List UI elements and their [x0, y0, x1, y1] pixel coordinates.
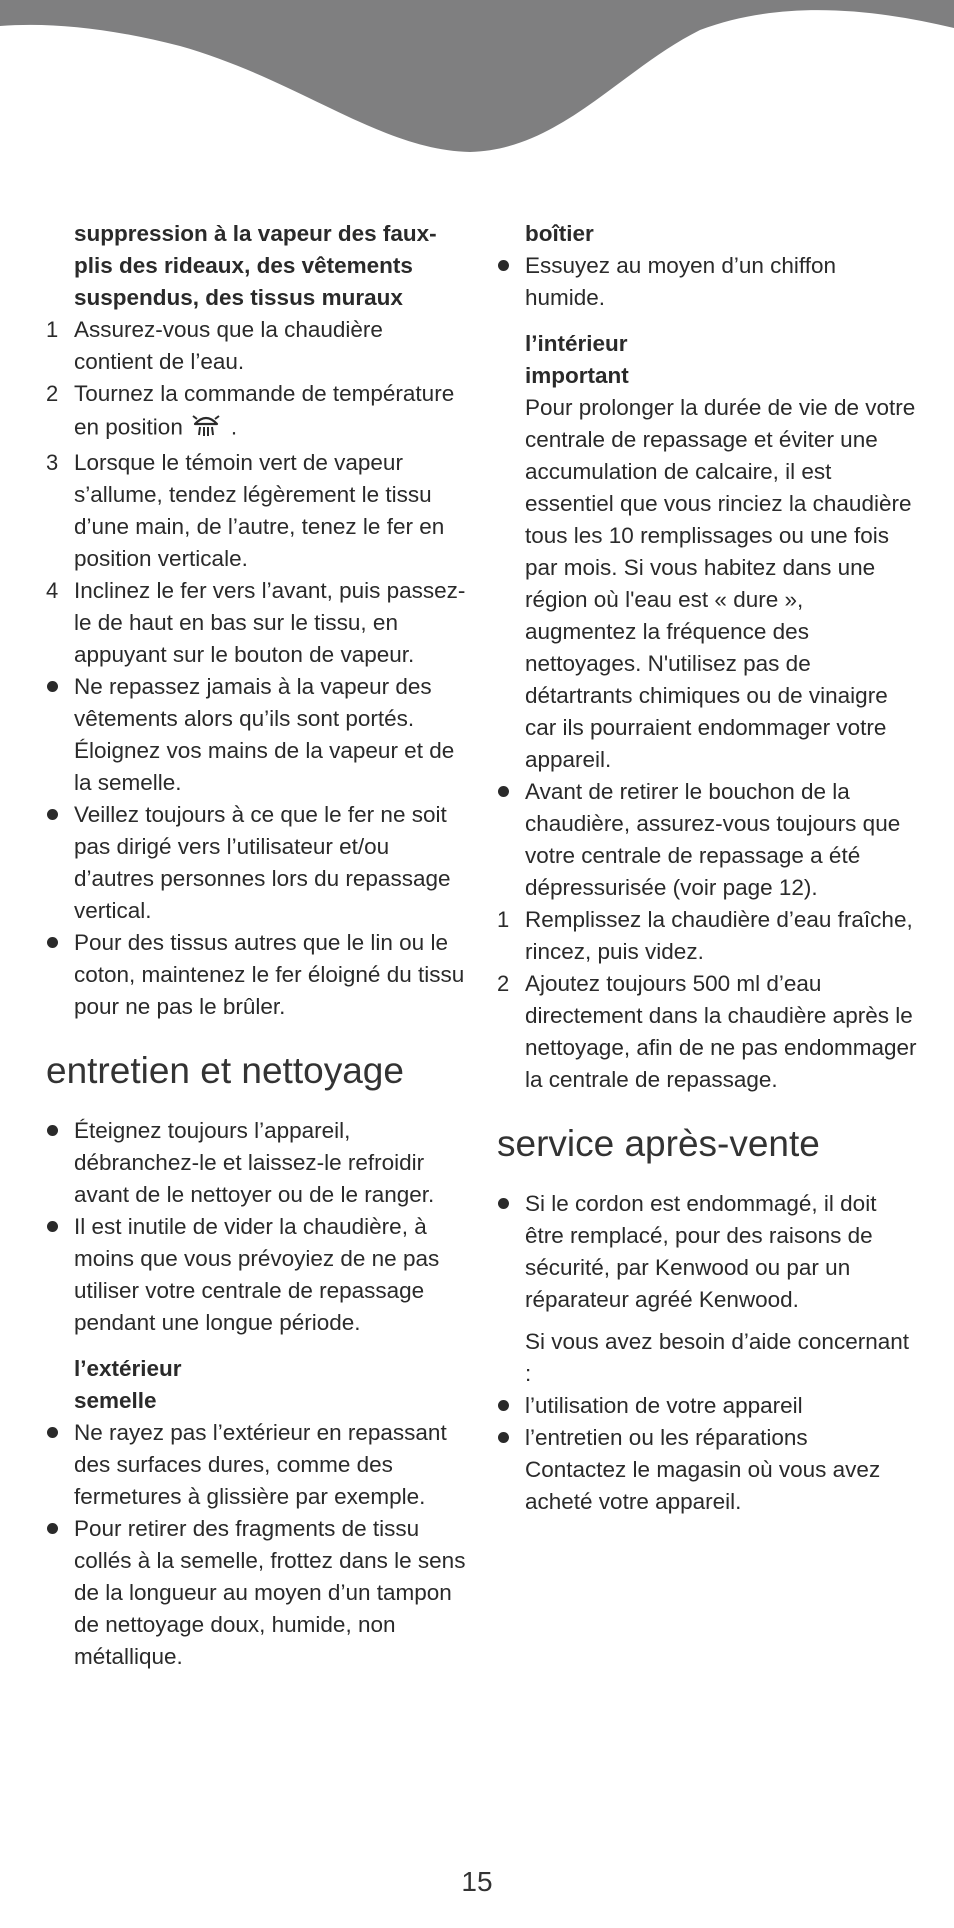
bullet-item	[497, 1390, 917, 1422]
bullet-item	[46, 1417, 466, 1513]
bullet-text: Pour retirer des fragments de tissu collés à la semelle, frottez dans le sens de la longueur au moyen d’un tampon de nettoyage doux, humide, non métallique.	[74, 1516, 466, 1669]
bullet-item	[497, 1188, 917, 1316]
page-number: 15	[461, 1866, 493, 1897]
bullet-icon	[497, 776, 519, 808]
step-number: 2	[46, 381, 59, 406]
step-number: 1	[497, 907, 510, 932]
important-paragraph: Pour prolonger la durée de vie de votre centrale de repassage et éviter une accumulation de calcaire, il est essentiel que vous rinciez la chaudière tous les 10 remplissages ou une fois par mois. Si vous habitez dans une région où l'eau est « dure », augmentez la fréquence des nettoyages. N'utilisez pas de détartrants chimiques ou de vinaigre car ils pourraient endommager votre appareil.	[525, 395, 916, 772]
step-text-end: .	[230, 414, 238, 440]
bullet-text: Ne rayez pas l’extérieur en repassant des surfaces dures, comme des fermetures à glissière par exemple.	[74, 1420, 447, 1509]
step-item	[497, 968, 917, 1096]
section-title-service: service après-vente	[497, 1123, 820, 1164]
bullet-text: Avant de retirer le bouchon de la chaudière, assurez-vous toujours que votre centrale de repassage a été dépressurisée (voir page 12).	[525, 779, 901, 900]
right-column	[497, 218, 917, 1518]
bullet-text: Il est inutile de vider la chaudière, à moins que vous prévoyiez de ne pas utiliser votre centrale de repassage pendant une longue période.	[74, 1214, 440, 1335]
step-number: 4	[46, 578, 59, 603]
interior-heading: l’intérieur	[525, 331, 628, 356]
bullet-item	[46, 799, 466, 927]
bullet-item	[46, 1115, 466, 1211]
bullet-text: Pour des tissus autres que le lin ou le coton, maintenez le fer éloigné du tissu pour ne pas le brûler.	[74, 930, 465, 1019]
bullet-icon	[497, 1422, 519, 1454]
help-paragraph: Si vous avez besoin d’aide concernant :	[525, 1329, 909, 1386]
bullet-icon	[46, 1513, 68, 1545]
bullet-text: Éteignez toujours l’appareil, débranchez-le et laissez-le refroidir avant de le nettoyer ou de le ranger.	[74, 1118, 435, 1207]
bullet-icon	[46, 799, 68, 831]
bullet-icon	[497, 1390, 519, 1422]
step-item	[46, 314, 466, 378]
bullet-icon	[46, 671, 68, 703]
step-number: 3	[46, 450, 59, 475]
bullet-text: Si le cordon est endommagé, il doit être remplacé, pour des raisons de sécurité, par Kenwood ou par un réparateur agréé Kenwood.	[525, 1191, 877, 1312]
step-number: 2	[497, 971, 510, 996]
bullet-item	[46, 1211, 466, 1339]
step-item	[46, 575, 466, 671]
step-item	[46, 447, 466, 575]
vertical-steam-heading: suppression à la vapeur des faux-plis des rideaux, des vêtements suspendus, des tissus muraux	[74, 221, 437, 310]
bullet-text: Essuyez au moyen d’un chiffon humide.	[525, 253, 837, 310]
bullet-icon	[46, 1115, 68, 1147]
step-text: Assurez-vous que la chaudière contient de l’eau.	[74, 317, 383, 374]
steam-burst-icon	[191, 410, 221, 447]
bullet-item	[46, 1513, 466, 1673]
bullet-item	[46, 927, 466, 1023]
bullet-item	[497, 250, 917, 314]
step-text: Lorsque le témoin vert de vapeur s’allume, tendez légèrement le tissu d’une main, de l’autre, tenez le fer en position verticale.	[74, 450, 445, 571]
bullet-icon	[46, 1211, 68, 1243]
bullet-icon	[497, 1188, 519, 1220]
step-text: Ajoutez toujours 500 ml d’eau directement dans la chaudière après le nettoyage, afin de ne pas endommager la centrale de repassage.	[525, 971, 917, 1092]
header-wave-decoration	[0, 0, 954, 160]
step-number: 1	[46, 317, 59, 342]
contact-paragraph: Contactez le magasin où vous avez acheté votre appareil.	[525, 1457, 881, 1514]
step-text: Inclinez le fer vers l’avant, puis passez-le de haut en bas sur le tissu, en appuyant sur le bouton de vapeur.	[74, 578, 466, 667]
bullet-text: Veillez toujours à ce que le fer ne soit pas dirigé vers l’utilisateur et/ou d’autres personnes lors du repassage vertical.	[74, 802, 451, 923]
bullet-icon	[46, 1417, 68, 1449]
bullet-item	[46, 671, 466, 799]
sole-heading: semelle	[74, 1388, 157, 1413]
exterior-heading: l’extérieur	[74, 1356, 182, 1381]
casing-heading: boîtier	[525, 221, 594, 246]
step-item	[46, 378, 466, 447]
step-text: Tournez la commande de température en position	[74, 381, 455, 440]
bullet-text: Ne repassez jamais à la vapeur des vêtements alors qu’ils sont portés. Éloignez vos mains de la vapeur et de la semelle.	[74, 674, 455, 795]
section-title-maintenance: entretien et nettoyage	[46, 1050, 404, 1091]
important-heading: important	[525, 363, 629, 388]
left-column	[46, 218, 466, 1673]
bullet-text: l’utilisation de votre appareil	[525, 1393, 803, 1418]
bullet-icon	[46, 927, 68, 959]
step-text: Remplissez la chaudière d’eau fraîche, rincez, puis videz.	[525, 907, 913, 964]
step-item	[497, 904, 917, 968]
bullet-icon	[497, 250, 519, 282]
bullet-item	[497, 1422, 917, 1454]
bullet-item	[497, 776, 917, 904]
bullet-text: l’entretien ou les réparations	[525, 1425, 808, 1450]
